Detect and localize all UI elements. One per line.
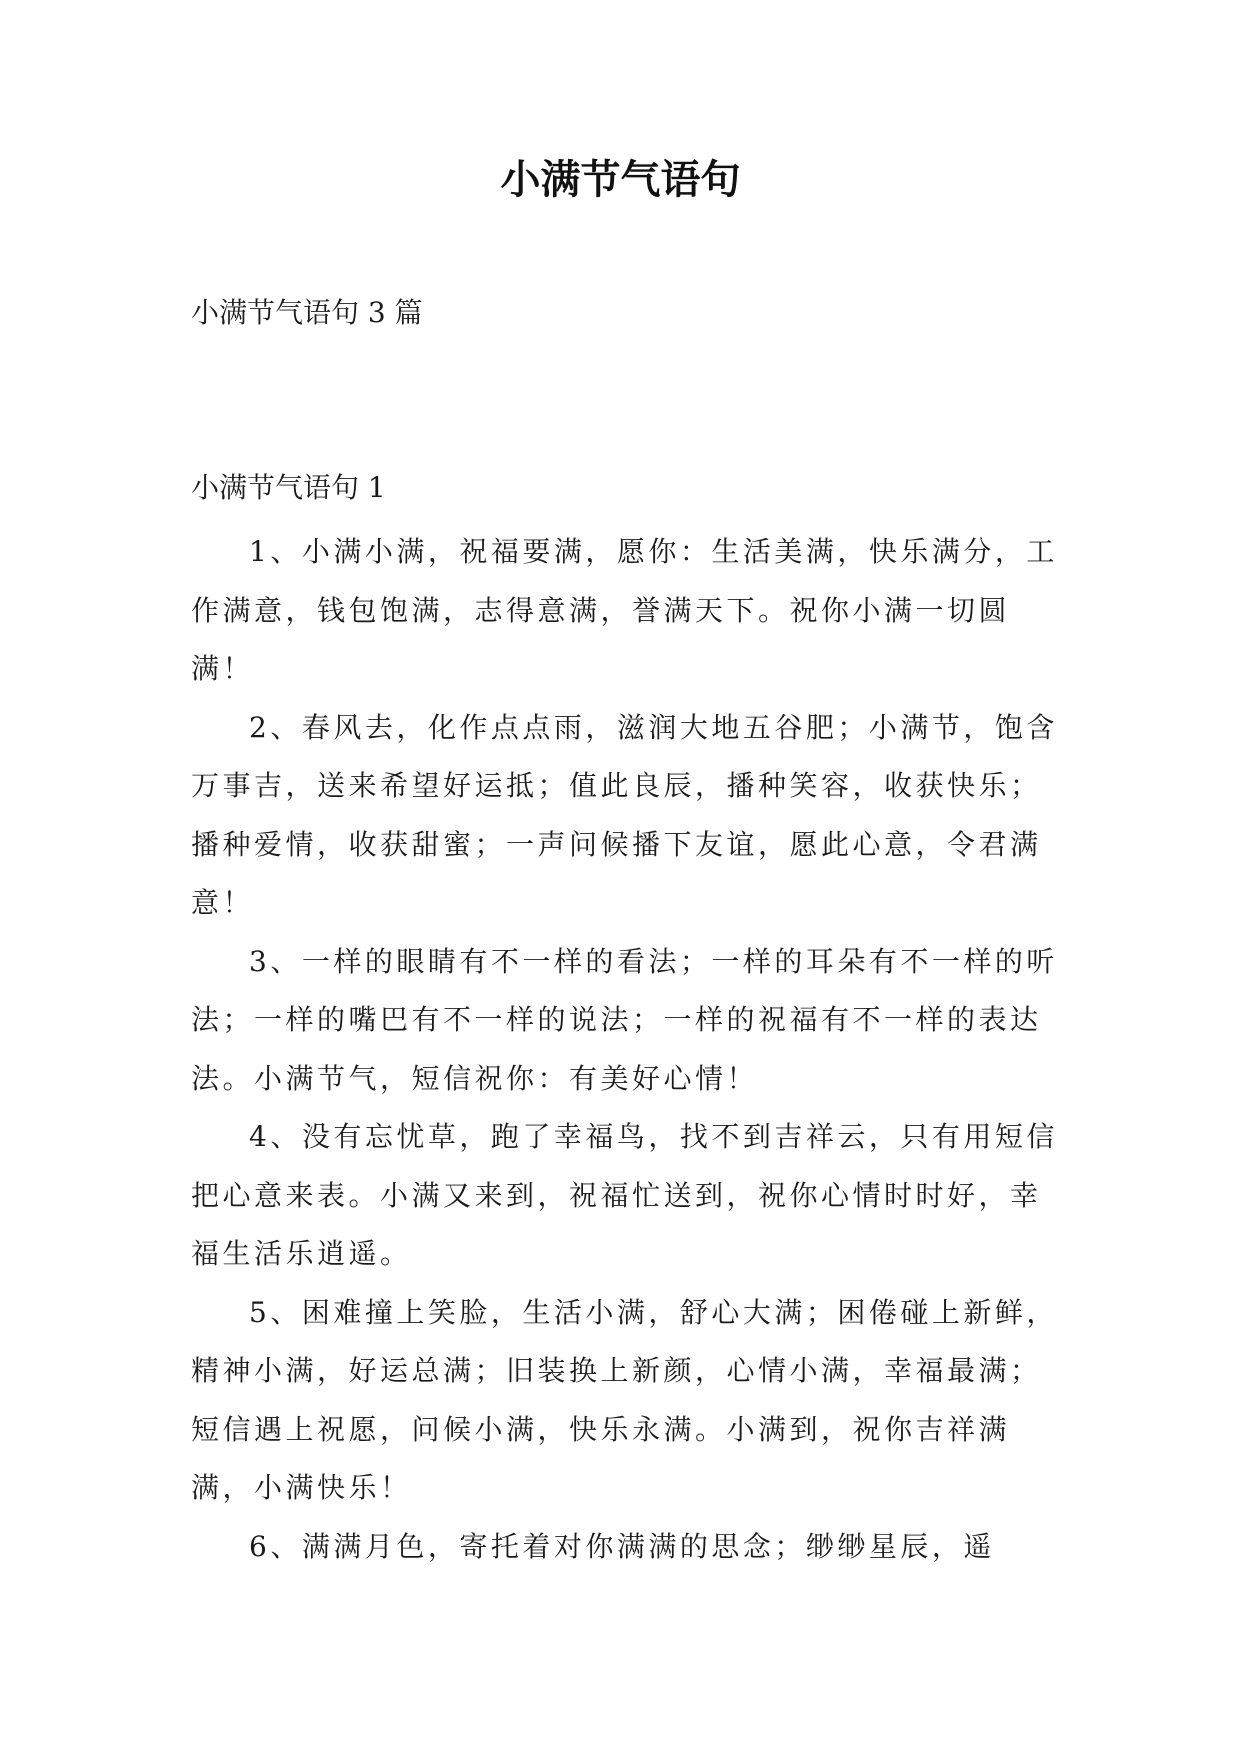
- paragraph-1: 1、小满小满，祝福要满，愿你：生活美满，快乐满分，工作满意，钱包饱满，志得意满，誉满天下。祝你小满一切圆满！: [191, 535, 1058, 685]
- paragraph-2: 2、春风去，化作点点雨，滋润大地五谷肥；小满节，饱含万事吉，送来希望好运抵；值此良辰，播种笑容，收获快乐；播种爱情，收获甜蜜；一声问候播下友谊，愿此心意，令君满意！: [191, 710, 1058, 919]
- paragraph-5: 5、困难撞上笑脸，生活小满，舒心大满；困倦碰上新鲜，精神小满，好运总满；旧装换上新颜，心情小满，幸福最满；短信遇上祝愿，问候小满，快乐永满。小满到，祝你吉祥满满，小满快乐！: [191, 1295, 1058, 1504]
- document-title: 小满节气语句: [500, 157, 741, 203]
- paragraph-6: 6、满满月色，寄托着对你满满的思念；缈缈星辰，遥: [249, 1529, 995, 1563]
- paragraph-3: 3、一样的眼睛有不一样的看法；一样的耳朵有不一样的听法；一样的嘴巴有不一样的说法；一样的祝福有不一样的表达法。小满节气，短信祝你：有美好心情！: [191, 944, 1058, 1095]
- section-heading: 小满节气语句 1: [191, 471, 386, 504]
- body-text: [191, 523, 1061, 1576]
- document-subtitle: 小满节气语句 3 篇: [191, 296, 423, 329]
- paragraph-4: 4、没有忘忧草，跑了幸福鸟，找不到吉祥云，只有用短信把心意来表。小满又来到，祝福忙送到，祝你心情时时好，幸福生活乐逍遥。: [191, 1120, 1058, 1270]
